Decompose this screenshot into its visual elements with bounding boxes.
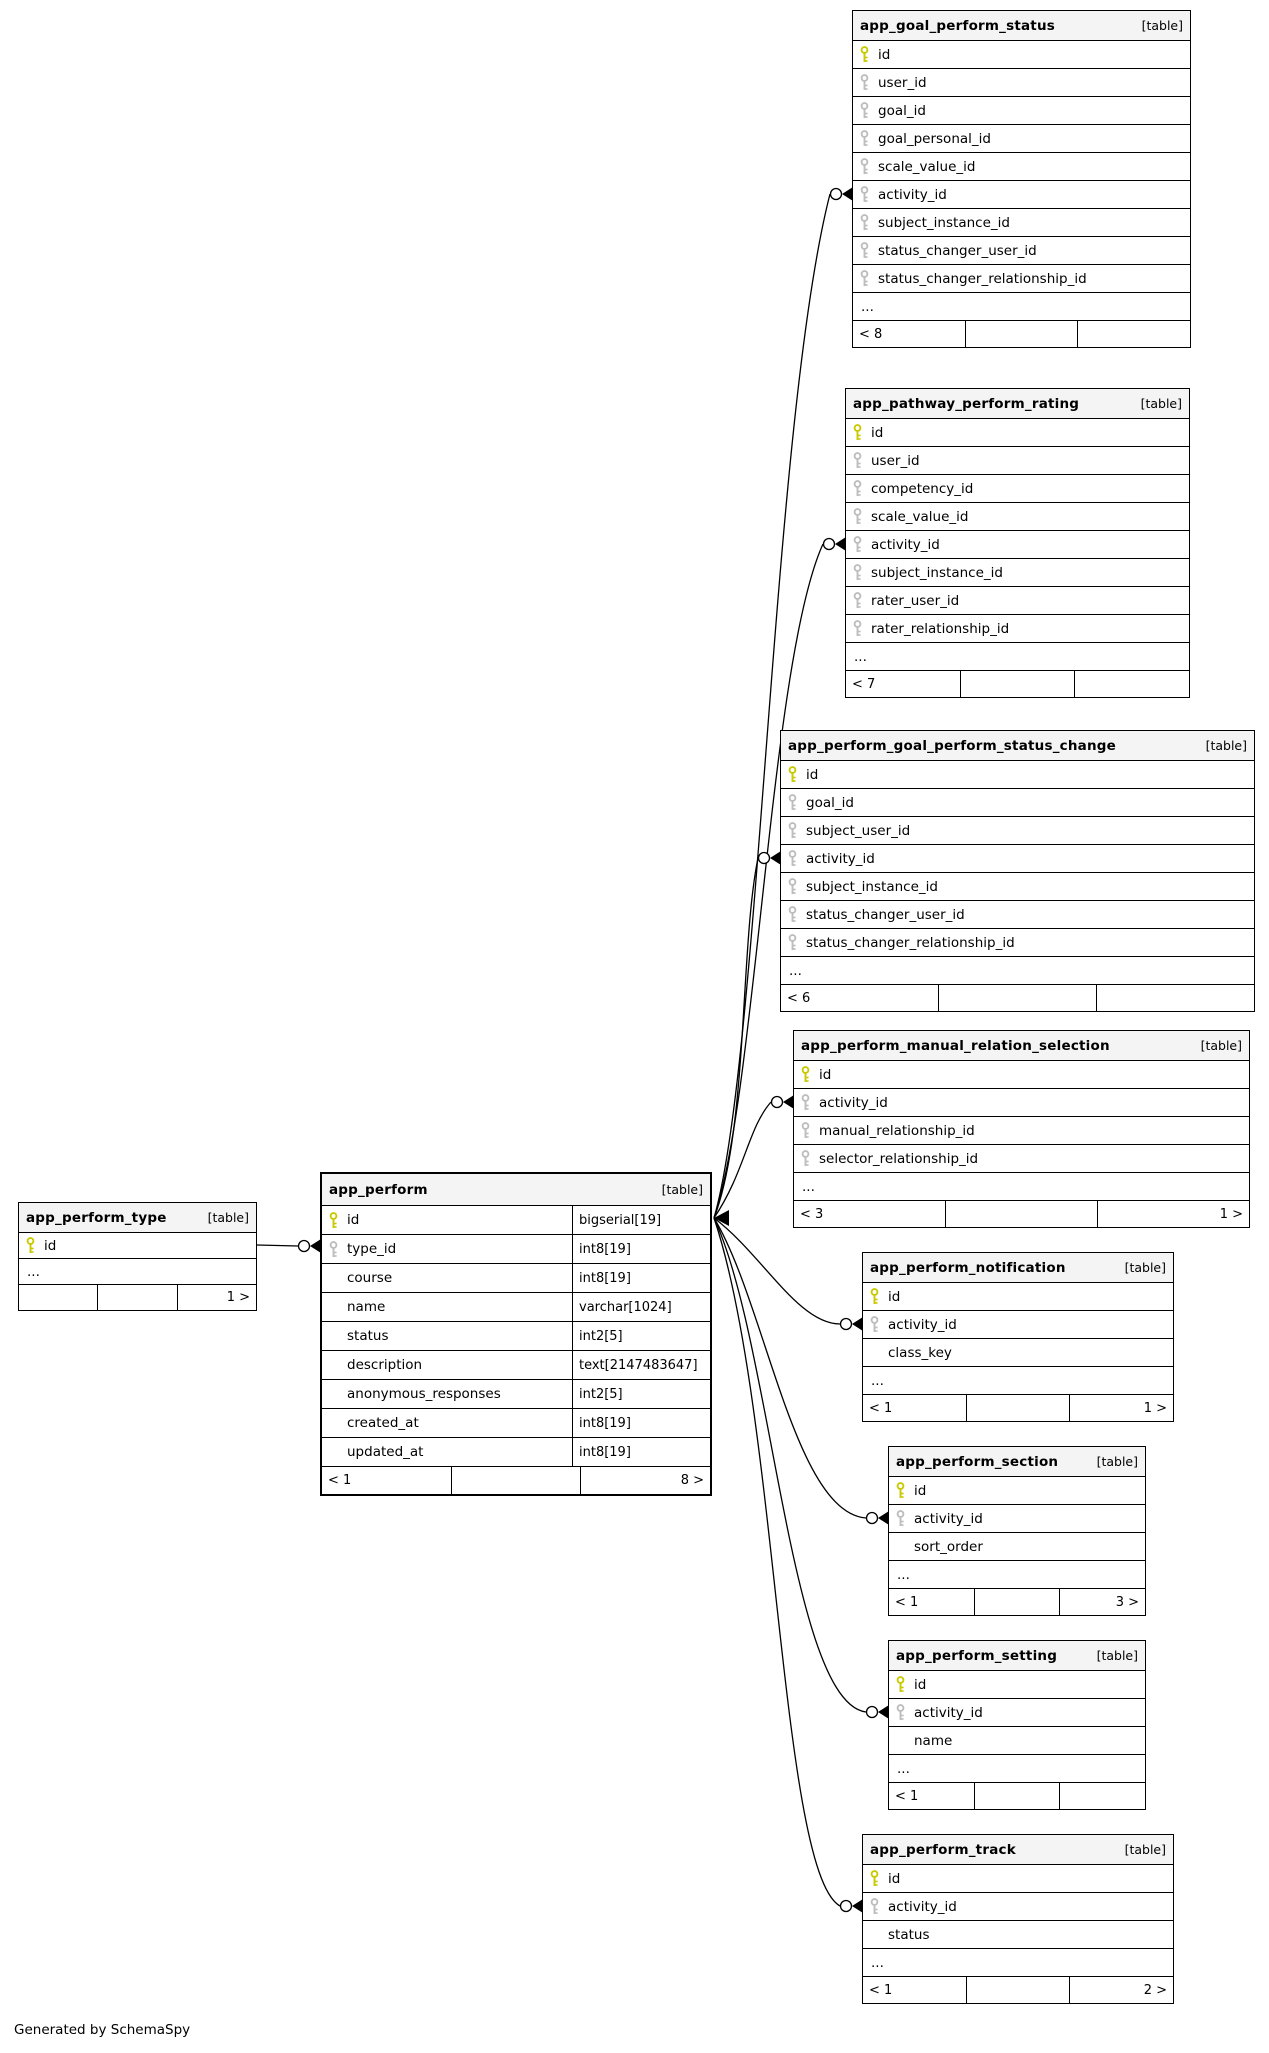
- foreign-key-icon: [781, 906, 806, 923]
- column-name: activity_id: [871, 536, 940, 553]
- column-row-id: [322, 1206, 710, 1235]
- column-row-name: [889, 1727, 1145, 1755]
- table-footer: [863, 1395, 1173, 1421]
- more-columns-ellipsis: [889, 1755, 1145, 1783]
- column-name: id: [871, 424, 884, 441]
- table-app_perform: [320, 1172, 712, 1496]
- table-footer: [322, 1467, 710, 1494]
- column-name: activity_id: [914, 1510, 983, 1527]
- primary-key-icon: [853, 46, 878, 63]
- column-name: subject_instance_id: [878, 214, 1010, 231]
- generated-by-note: Generated by SchemaSpy: [14, 2022, 191, 2038]
- footer-parents-count: 1 >: [1097, 1201, 1249, 1227]
- more-columns-ellipsis: [863, 1949, 1173, 1977]
- table-badge: [table]: [1141, 18, 1183, 33]
- column-row-scale_value_id: [853, 153, 1190, 181]
- footer-parents-count: 3 >: [1059, 1589, 1145, 1615]
- column-name: id: [888, 1870, 901, 1887]
- footer-children-count: < 1: [328, 1473, 352, 1488]
- column-row-id: [794, 1061, 1249, 1089]
- ellipsis-text: ...: [897, 1566, 910, 1583]
- primary-key-icon: [322, 1212, 347, 1229]
- table-title-app_perform_setting[interactable]: app_perform_setting: [896, 1647, 1058, 1664]
- column-type: int2[5]: [572, 1322, 710, 1350]
- primary-key-icon: [781, 766, 806, 783]
- column-row-sort_order: [889, 1533, 1145, 1561]
- foreign-key-icon: [853, 74, 878, 91]
- column-name: scale_value_id: [871, 508, 969, 525]
- table-app_perform_notification: [862, 1252, 1174, 1422]
- foreign-key-icon: [846, 452, 871, 469]
- column-row-id: [889, 1477, 1145, 1505]
- footer-parents-count: 1 >: [1069, 1395, 1173, 1421]
- foreign-key-icon: [846, 592, 871, 609]
- column-name: id: [44, 1237, 57, 1254]
- column-row-type_id: [322, 1235, 710, 1264]
- column-name: updated_at: [347, 1444, 424, 1460]
- column-name: scale_value_id: [878, 158, 976, 175]
- foreign-key-icon: [781, 850, 806, 867]
- column-row-status_changer_user_id: [781, 901, 1254, 929]
- ellipsis-text: ...: [861, 298, 874, 315]
- ellipsis-text: ...: [871, 1954, 884, 1971]
- column-row-selector_relationship_id: [794, 1145, 1249, 1173]
- primary-key-icon: [846, 424, 871, 441]
- foreign-key-icon: [889, 1704, 914, 1721]
- more-columns-ellipsis: [846, 643, 1189, 671]
- foreign-key-icon: [853, 186, 878, 203]
- table-title-app_pathway_perform_rating[interactable]: app_pathway_perform_rating: [853, 395, 1080, 412]
- table-app_perform_track: [862, 1834, 1174, 2004]
- column-name: name: [914, 1732, 953, 1749]
- table-app_goal_perform_status: [852, 10, 1191, 348]
- table-badge: [table]: [1124, 1842, 1166, 1857]
- column-row-goal_personal_id: [853, 125, 1190, 153]
- column-type: varchar[1024]: [572, 1293, 710, 1321]
- column-name: subject_user_id: [806, 822, 911, 839]
- more-columns-ellipsis: [19, 1259, 256, 1285]
- column-row-activity_id: [781, 845, 1254, 873]
- column-row-status: [322, 1322, 710, 1351]
- footer-middle-cell: [451, 1467, 581, 1494]
- ellipsis-text: ...: [802, 1178, 815, 1195]
- column-row-activity_id: [846, 531, 1189, 559]
- footer-middle-cell: [974, 1589, 1060, 1615]
- column-name: status_changer_user_id: [806, 906, 965, 923]
- column-row-competency_id: [846, 475, 1189, 503]
- column-type: int8[19]: [572, 1438, 710, 1466]
- column-name: subject_instance_id: [871, 564, 1003, 581]
- foreign-key-icon: [846, 564, 871, 581]
- column-name: id: [888, 1288, 901, 1305]
- table-title-app_perform_goal_perform_status_change[interactable]: app_perform_goal_perform_status_change: [788, 737, 1117, 754]
- ellipsis-text: ...: [897, 1760, 910, 1777]
- column-name: id: [914, 1676, 927, 1693]
- column-name: subject_instance_id: [806, 878, 938, 895]
- column-name: class_key: [888, 1344, 952, 1361]
- column-name: competency_id: [871, 480, 974, 497]
- foreign-key-icon: [853, 214, 878, 231]
- foreign-key-icon: [322, 1241, 347, 1258]
- foreign-key-icon: [781, 878, 806, 895]
- footer-children-count: < 1: [895, 1788, 919, 1804]
- table-footer: [889, 1783, 1145, 1809]
- table-title-app_perform_manual_relation_selection[interactable]: app_perform_manual_relation_selection: [801, 1037, 1110, 1054]
- table-app_perform_goal_perform_status_change: [780, 730, 1255, 1012]
- table-footer: [846, 671, 1189, 697]
- column-name: sort_order: [914, 1538, 983, 1555]
- column-name: status_changer_user_id: [878, 242, 1037, 259]
- table-title-app_perform_section[interactable]: app_perform_section: [896, 1453, 1059, 1470]
- table-footer: [781, 985, 1254, 1011]
- column-name: activity_id: [819, 1094, 888, 1111]
- column-name: rater_user_id: [871, 592, 960, 609]
- footer-parents-count: [1059, 1783, 1145, 1809]
- column-row-rater_relationship_id: [846, 615, 1189, 643]
- table-app_pathway_perform_rating: [845, 388, 1190, 698]
- footer-children-count: < 8: [859, 326, 883, 342]
- column-name: id: [819, 1066, 832, 1083]
- column-row-subject_instance_id: [853, 209, 1190, 237]
- footer-parents-count: 8 >: [580, 1467, 710, 1494]
- footer-children-count: < 3: [800, 1206, 824, 1222]
- primary-key-icon: [889, 1482, 914, 1499]
- column-name: id: [806, 766, 819, 783]
- more-columns-ellipsis: [863, 1367, 1173, 1395]
- column-name: user_id: [871, 452, 920, 469]
- column-row-subject_instance_id: [781, 873, 1254, 901]
- table-title-app_perform_notification[interactable]: app_perform_notification: [870, 1259, 1066, 1276]
- column-name: activity_id: [878, 186, 947, 203]
- table-app_perform_manual_relation_selection: [793, 1030, 1250, 1228]
- ellipsis-text: ...: [871, 1372, 884, 1389]
- column-type: int8[19]: [572, 1235, 710, 1263]
- more-columns-ellipsis: [853, 293, 1190, 321]
- table-footer: [853, 321, 1190, 347]
- column-row-anonymous_responses: [322, 1380, 710, 1409]
- column-name: goal_id: [806, 794, 854, 811]
- primary-key-icon: [889, 1676, 914, 1693]
- column-name: activity_id: [888, 1316, 957, 1333]
- column-name: id: [914, 1482, 927, 1499]
- table-badge: [table]: [1096, 1648, 1138, 1663]
- foreign-key-icon: [781, 822, 806, 839]
- column-row-status_changer_relationship_id: [781, 929, 1254, 957]
- footer-children-count: < 1: [869, 1982, 893, 1998]
- foreign-key-icon: [794, 1122, 819, 1139]
- footer-parents-count: 1 >: [177, 1285, 256, 1310]
- column-name: manual_relationship_id: [819, 1122, 975, 1139]
- foreign-key-icon: [889, 1510, 914, 1527]
- column-row-description: [322, 1351, 710, 1380]
- table-badge: [table]: [661, 1182, 703, 1197]
- column-row-id: [781, 761, 1254, 789]
- column-row-updated_at: [322, 1438, 710, 1467]
- column-row-id: [853, 41, 1190, 69]
- column-row-id: [846, 419, 1189, 447]
- more-columns-ellipsis: [889, 1561, 1145, 1589]
- column-row-status_changer_relationship_id: [853, 265, 1190, 293]
- foreign-key-icon: [853, 270, 878, 287]
- column-row-name: [322, 1293, 710, 1322]
- foreign-key-icon: [781, 794, 806, 811]
- footer-parents-count: [1074, 671, 1189, 697]
- column-name: activity_id: [806, 850, 875, 867]
- footer-middle-cell: [97, 1285, 176, 1310]
- column-row-goal_id: [853, 97, 1190, 125]
- column-row-goal_id: [781, 789, 1254, 817]
- column-name: anonymous_responses: [347, 1386, 501, 1402]
- primary-key-icon: [794, 1066, 819, 1083]
- column-row-activity_id: [863, 1893, 1173, 1921]
- column-row-activity_id: [853, 181, 1190, 209]
- column-name: goal_id: [878, 102, 926, 119]
- foreign-key-icon: [846, 536, 871, 553]
- primary-key-icon: [863, 1288, 888, 1305]
- footer-children-count: < 7: [852, 676, 876, 692]
- footer-middle-cell: [966, 1395, 1070, 1421]
- table-badge: [table]: [1124, 1260, 1166, 1275]
- table-footer: [889, 1589, 1145, 1615]
- column-row-user_id: [853, 69, 1190, 97]
- table-title-app_perform[interactable]: app_perform: [329, 1181, 428, 1198]
- more-columns-ellipsis: [781, 957, 1254, 985]
- footer-middle-cell: [938, 985, 1096, 1011]
- column-row-activity_id: [863, 1311, 1173, 1339]
- column-row-manual_relationship_id: [794, 1117, 1249, 1145]
- column-name: status: [347, 1328, 389, 1344]
- table-badge: [table]: [1200, 1038, 1242, 1053]
- column-row-rater_user_id: [846, 587, 1189, 615]
- ellipsis-text: ...: [854, 648, 867, 665]
- column-name: type_id: [347, 1241, 397, 1257]
- column-name: status_changer_relationship_id: [878, 270, 1087, 287]
- table-title-app_goal_perform_status[interactable]: app_goal_perform_status: [860, 17, 1056, 34]
- column-type: text[2147483647]: [572, 1351, 710, 1379]
- table-badge: [table]: [1205, 738, 1247, 753]
- column-row-course: [322, 1264, 710, 1293]
- table-badge: [table]: [1140, 396, 1182, 411]
- foreign-key-icon: [846, 508, 871, 525]
- column-row-user_id: [846, 447, 1189, 475]
- column-row-status_changer_user_id: [853, 237, 1190, 265]
- foreign-key-icon: [781, 934, 806, 951]
- primary-key-icon: [863, 1870, 888, 1887]
- column-row-id: [19, 1233, 256, 1259]
- column-row-id: [863, 1865, 1173, 1893]
- footer-middle-cell: [945, 1201, 1097, 1227]
- column-name: course: [347, 1270, 393, 1286]
- table-app_perform_section: [888, 1446, 1146, 1616]
- footer-children-count: < 1: [895, 1594, 919, 1610]
- column-row-class_key: [863, 1339, 1173, 1367]
- foreign-key-icon: [846, 480, 871, 497]
- column-row-status: [863, 1921, 1173, 1949]
- foreign-key-icon: [853, 242, 878, 259]
- table-app_perform_setting: [888, 1640, 1146, 1810]
- footer-children-count: < 6: [787, 990, 811, 1006]
- column-type: bigserial[19]: [572, 1206, 710, 1234]
- table-footer: [794, 1201, 1249, 1227]
- footer-middle-cell: [960, 671, 1075, 697]
- column-name: activity_id: [888, 1898, 957, 1915]
- table-badge: [table]: [207, 1210, 249, 1225]
- column-name: user_id: [878, 74, 927, 91]
- column-row-subject_instance_id: [846, 559, 1189, 587]
- foreign-key-icon: [846, 620, 871, 637]
- column-name: name: [347, 1299, 386, 1315]
- table-footer: [863, 1977, 1173, 2003]
- footer-children-count: < 1: [869, 1400, 893, 1416]
- column-row-id: [889, 1671, 1145, 1699]
- column-type: int8[19]: [572, 1264, 710, 1292]
- foreign-key-icon: [794, 1150, 819, 1167]
- ellipsis-text: ...: [789, 962, 802, 979]
- column-name: id: [347, 1212, 360, 1228]
- table-title-app_perform_track[interactable]: app_perform_track: [870, 1841, 1016, 1858]
- column-row-activity_id: [889, 1699, 1145, 1727]
- footer-children-count: [19, 1285, 97, 1310]
- column-name: status_changer_relationship_id: [806, 934, 1015, 951]
- foreign-key-icon: [863, 1898, 888, 1915]
- table-title-app_perform_type[interactable]: app_perform_type: [26, 1209, 167, 1226]
- column-row-subject_user_id: [781, 817, 1254, 845]
- column-name: status: [888, 1926, 930, 1943]
- column-name: activity_id: [914, 1704, 983, 1721]
- footer-middle-cell: [965, 321, 1078, 347]
- column-type: int8[19]: [572, 1409, 710, 1437]
- column-row-id: [863, 1283, 1173, 1311]
- column-name: id: [878, 46, 891, 63]
- column-row-created_at: [322, 1409, 710, 1438]
- foreign-key-icon: [863, 1316, 888, 1333]
- foreign-key-icon: [853, 102, 878, 119]
- column-name: description: [347, 1357, 423, 1373]
- column-name: selector_relationship_id: [819, 1150, 979, 1167]
- column-name: rater_relationship_id: [871, 620, 1010, 637]
- column-row-activity_id: [794, 1089, 1249, 1117]
- foreign-key-icon: [853, 158, 878, 175]
- primary-key-icon: [19, 1237, 44, 1254]
- footer-parents-count: [1077, 321, 1190, 347]
- table-footer: [19, 1285, 256, 1310]
- table-badge: [table]: [1096, 1454, 1138, 1469]
- footer-middle-cell: [966, 1977, 1070, 2003]
- column-row-activity_id: [889, 1505, 1145, 1533]
- column-name: created_at: [347, 1415, 419, 1431]
- column-row-scale_value_id: [846, 503, 1189, 531]
- column-type: int2[5]: [572, 1380, 710, 1408]
- footer-parents-count: 2 >: [1069, 1977, 1173, 2003]
- table-app_perform_type: [18, 1202, 257, 1311]
- footer-middle-cell: [974, 1783, 1060, 1809]
- foreign-key-icon: [794, 1094, 819, 1111]
- footer-parents-count: [1096, 985, 1254, 1011]
- more-columns-ellipsis: [794, 1173, 1249, 1201]
- foreign-key-icon: [853, 130, 878, 147]
- ellipsis-text: ...: [27, 1263, 40, 1280]
- column-name: goal_personal_id: [878, 130, 991, 147]
